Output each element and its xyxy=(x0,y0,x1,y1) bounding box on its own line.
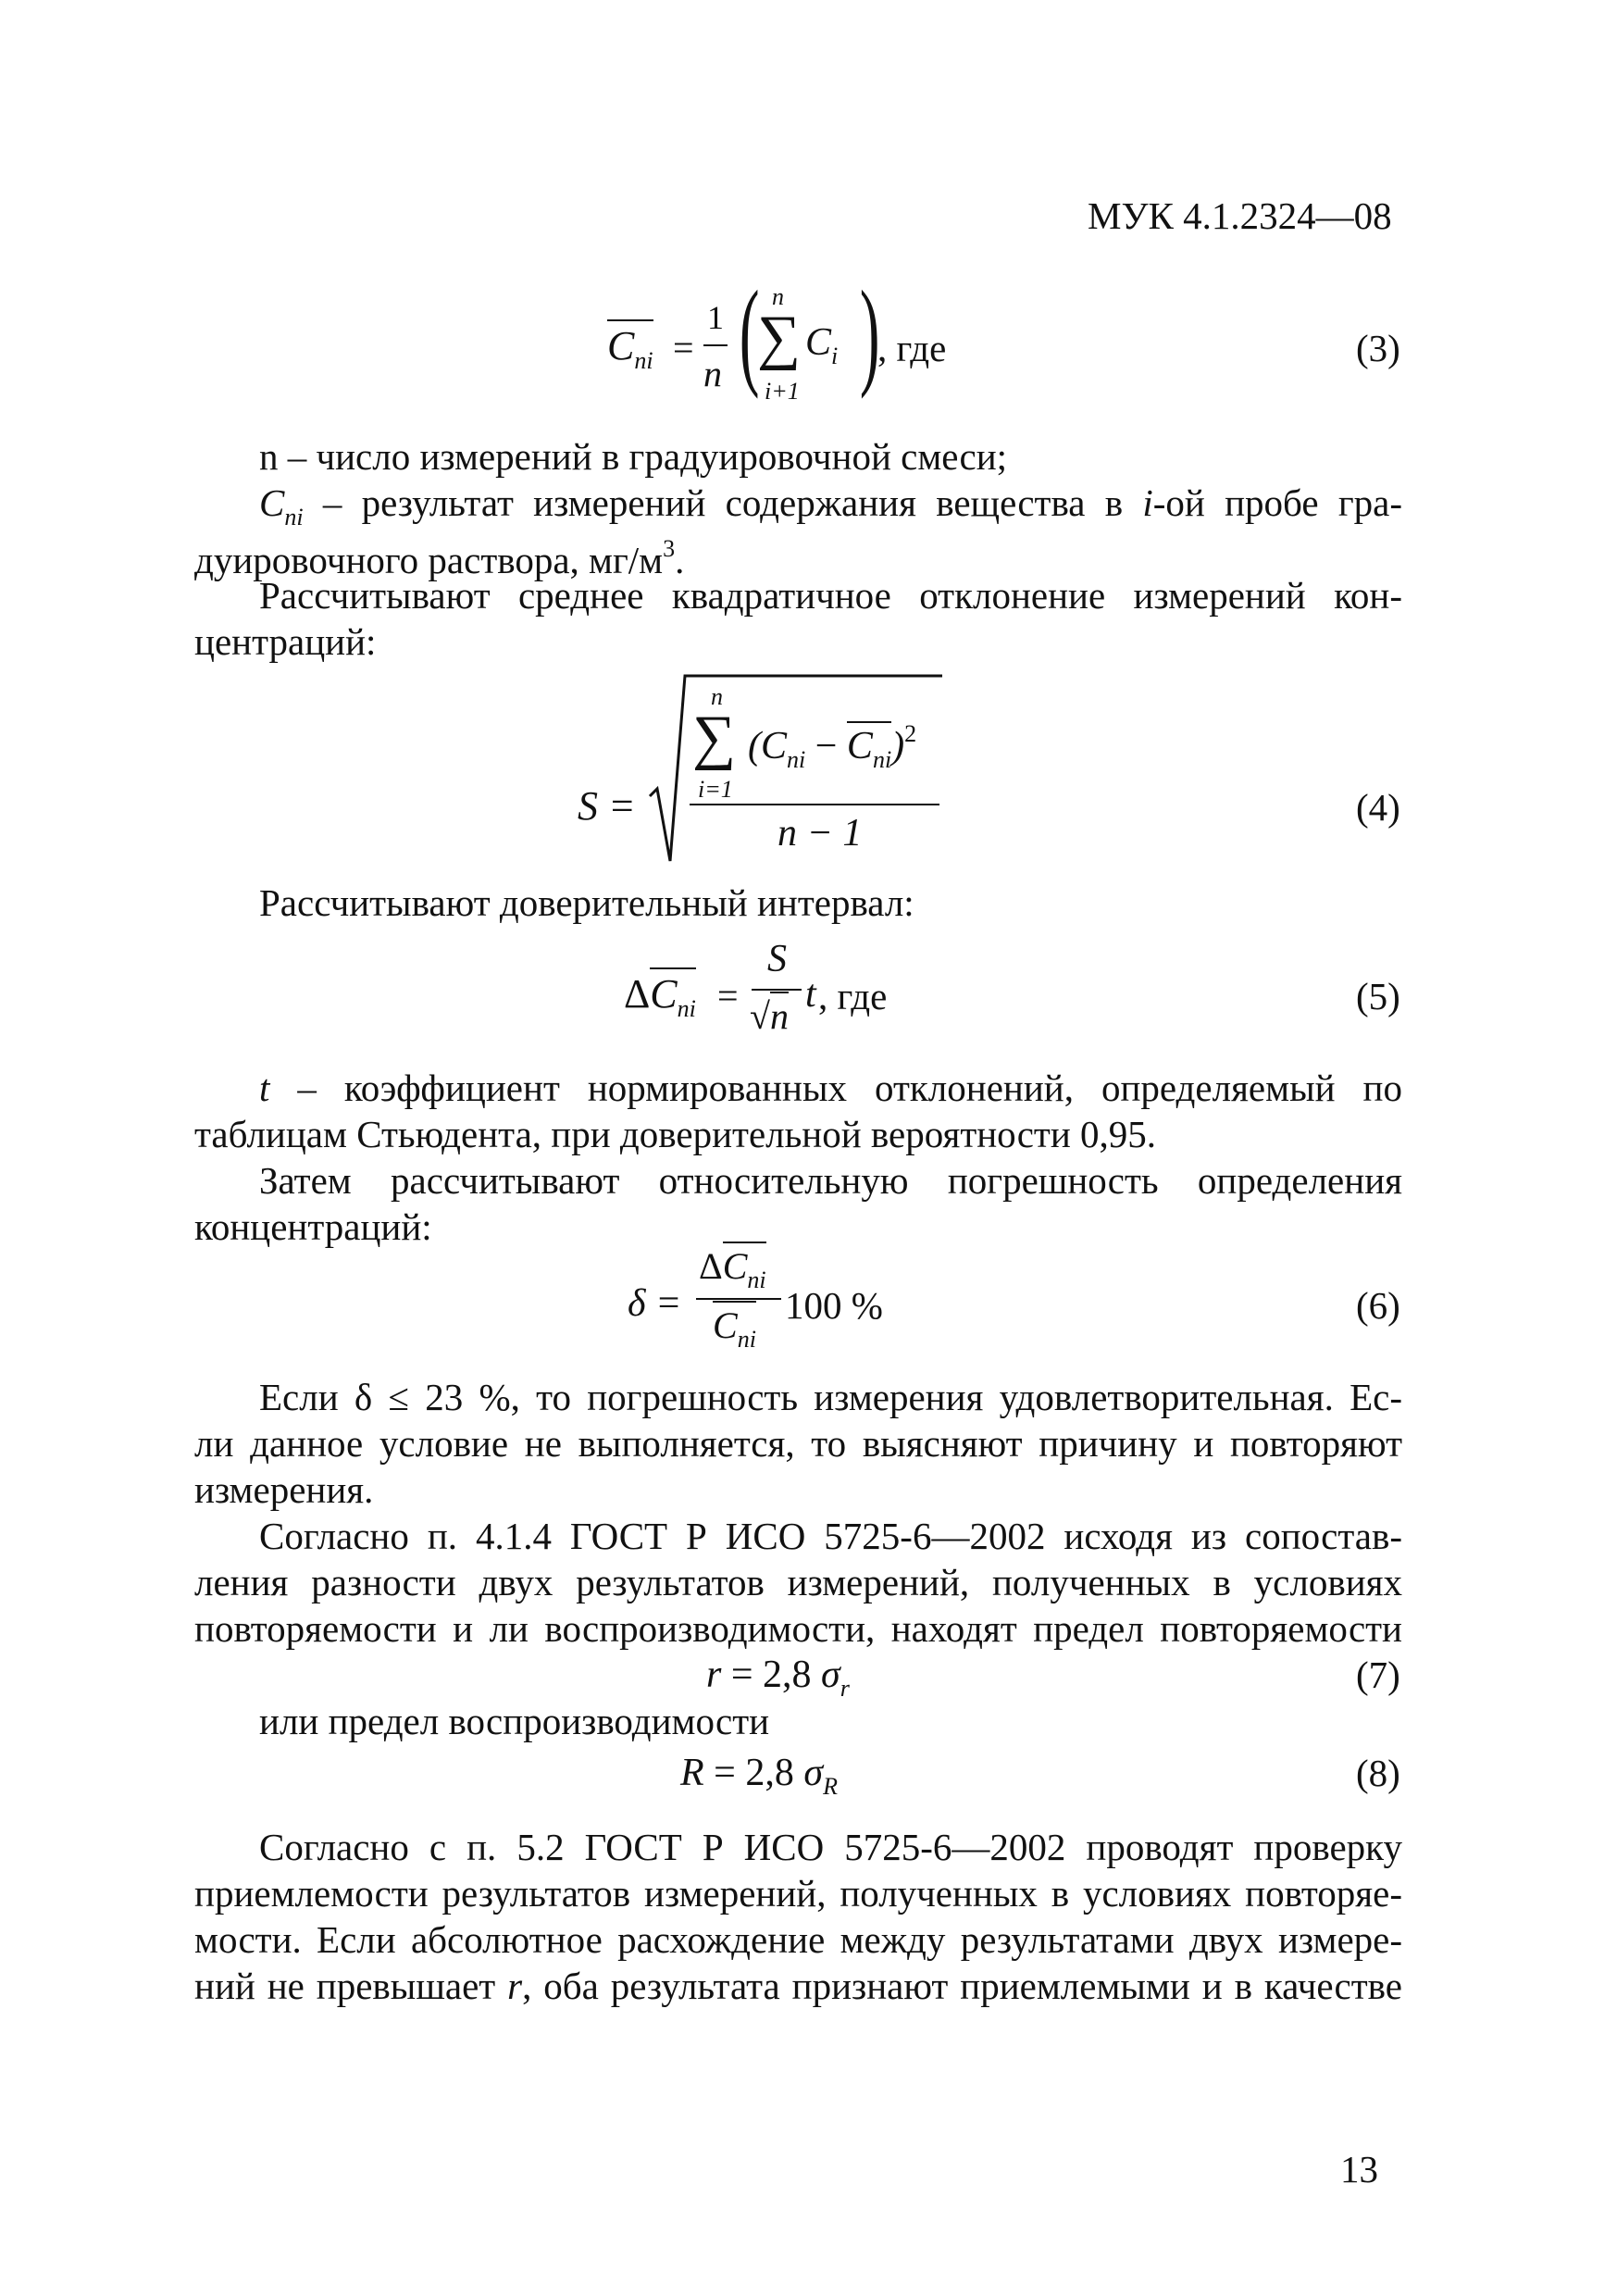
text-line-21: ний не превышает r, оба результата признают приемлемыми и в качестве xyxy=(194,1965,1402,2007)
f5-lhs: $\Delta C_{ni}$ xyxy=(624,970,696,1023)
text-line-5: центраций: xyxy=(194,620,377,663)
f3-Ci: $C_i$ xyxy=(805,321,839,369)
text-line-6: Рассчитывают доверительный интервал: xyxy=(259,881,914,924)
f5-denominator: √n xyxy=(750,994,789,1038)
f3-tail: , где xyxy=(877,327,947,369)
text-line-1: n – число измерений в градуировочной смеси; xyxy=(259,435,1008,478)
text-line-16: повторяемости и ли воспроизводимости, находят предел повторяемости xyxy=(194,1607,1402,1650)
f4-fraction-bar xyxy=(690,804,939,805)
f6-denominator: $C_{ni}$ xyxy=(713,1304,756,1354)
f3-equals: = xyxy=(673,327,694,368)
f4-S: S = xyxy=(578,783,636,829)
f6-number: (6) xyxy=(1356,1284,1400,1327)
f6-lhs: δ = xyxy=(628,1282,682,1325)
text-line-3: дуировочного раствора, $мг/м^3$. xyxy=(194,535,685,581)
document-code: МУК 4.1.2324—08 xyxy=(1088,194,1392,237)
text-line-20: мости. Если абсолютное расхождение между результатами двух измере- xyxy=(194,1918,1402,1961)
f8-expr: R = 2,8 $\sigma_R$ xyxy=(680,1752,838,1800)
f5-equals: = xyxy=(717,975,739,1017)
text-line-12: ли данное условие не выполняется, то выясняют причину и повторяют xyxy=(194,1422,1402,1465)
f3-sum-lower: i+1 xyxy=(765,378,800,405)
f3-number: (3) xyxy=(1356,327,1400,369)
f3-lhs: $C_{ni}$ xyxy=(607,322,653,375)
f3-fraction-bar xyxy=(703,344,728,346)
text-line-9: Затем рассчитывают относительную погрешность определения xyxy=(259,1159,1402,1202)
f5-numerator: S xyxy=(767,938,787,980)
f4-numerator: $(C_{ni} - C_{ni})^2$ xyxy=(748,720,917,773)
f5-tail: , где xyxy=(818,975,888,1017)
f3-left-paren: ( xyxy=(739,267,760,400)
f4-sum-lower: i=1 xyxy=(698,776,733,803)
text-line-15: ления разности двух результатов измерений, полученных в условиях xyxy=(194,1561,1402,1603)
f4-sum-upper: n xyxy=(711,683,723,710)
f4-sum-sign: ∑ xyxy=(692,704,737,771)
f7-expr: r = 2,8 $\sigma_r$ xyxy=(706,1653,850,1702)
f3-numerator: 1 xyxy=(707,299,724,336)
f7-number: (7) xyxy=(1356,1653,1400,1696)
text-line-17: или предел воспроизводимости xyxy=(259,1700,770,1742)
f6-tail: 100 % xyxy=(785,1284,883,1327)
f4-denominator: n − 1 xyxy=(777,812,863,855)
text-line-18: Согласно с п. 5.2 ГОСТ Р ИСО 5725-6—2002 проводят проверку xyxy=(259,1826,1402,1868)
f5-number: (5) xyxy=(1356,975,1400,1017)
f3-denominator: n xyxy=(703,353,722,394)
f5-t: t xyxy=(805,973,816,1016)
f6-numerator: $\Delta C_{ni}$ xyxy=(699,1244,766,1294)
text-line-14: Согласно п. 4.1.4 ГОСТ Р ИСО 5725-6—2002 исходя из сопостав- xyxy=(259,1515,1402,1557)
text-line-4: Рассчитывают среднее квадратичное отклонение измерений кон- xyxy=(259,574,1402,617)
f3-sum-sign: ∑ xyxy=(757,304,802,371)
text-line-8: таблицам Стьюдента, при доверительной вероятности 0,95. xyxy=(194,1113,1157,1155)
text-line-2: $C_{ni}$ – результат измерений содержания вещества в i-ой пробе гра- xyxy=(259,481,1402,530)
f5-fraction-bar xyxy=(752,989,802,991)
text-line-10: концентраций: xyxy=(194,1205,432,1248)
text-line-11: Если δ ≤ 23 %, то погрешность измерения удовлетворительная. Ес- xyxy=(259,1376,1402,1418)
page-number: 13 xyxy=(1340,2148,1378,2190)
f6-fraction-bar xyxy=(696,1298,781,1300)
text-line-7: t – коэффициент нормированных отклонений, определяемый по xyxy=(259,1067,1402,1109)
text-line-19: приемлемости результатов измерений, полученных в условиях повторяе- xyxy=(194,1872,1402,1915)
f3-sum-upper: n xyxy=(772,283,784,310)
f3-right-paren: ) xyxy=(859,267,880,400)
f8-number: (8) xyxy=(1356,1752,1400,1794)
text-line-13: измерения. xyxy=(194,1468,374,1511)
f4-number: (4) xyxy=(1356,786,1400,829)
